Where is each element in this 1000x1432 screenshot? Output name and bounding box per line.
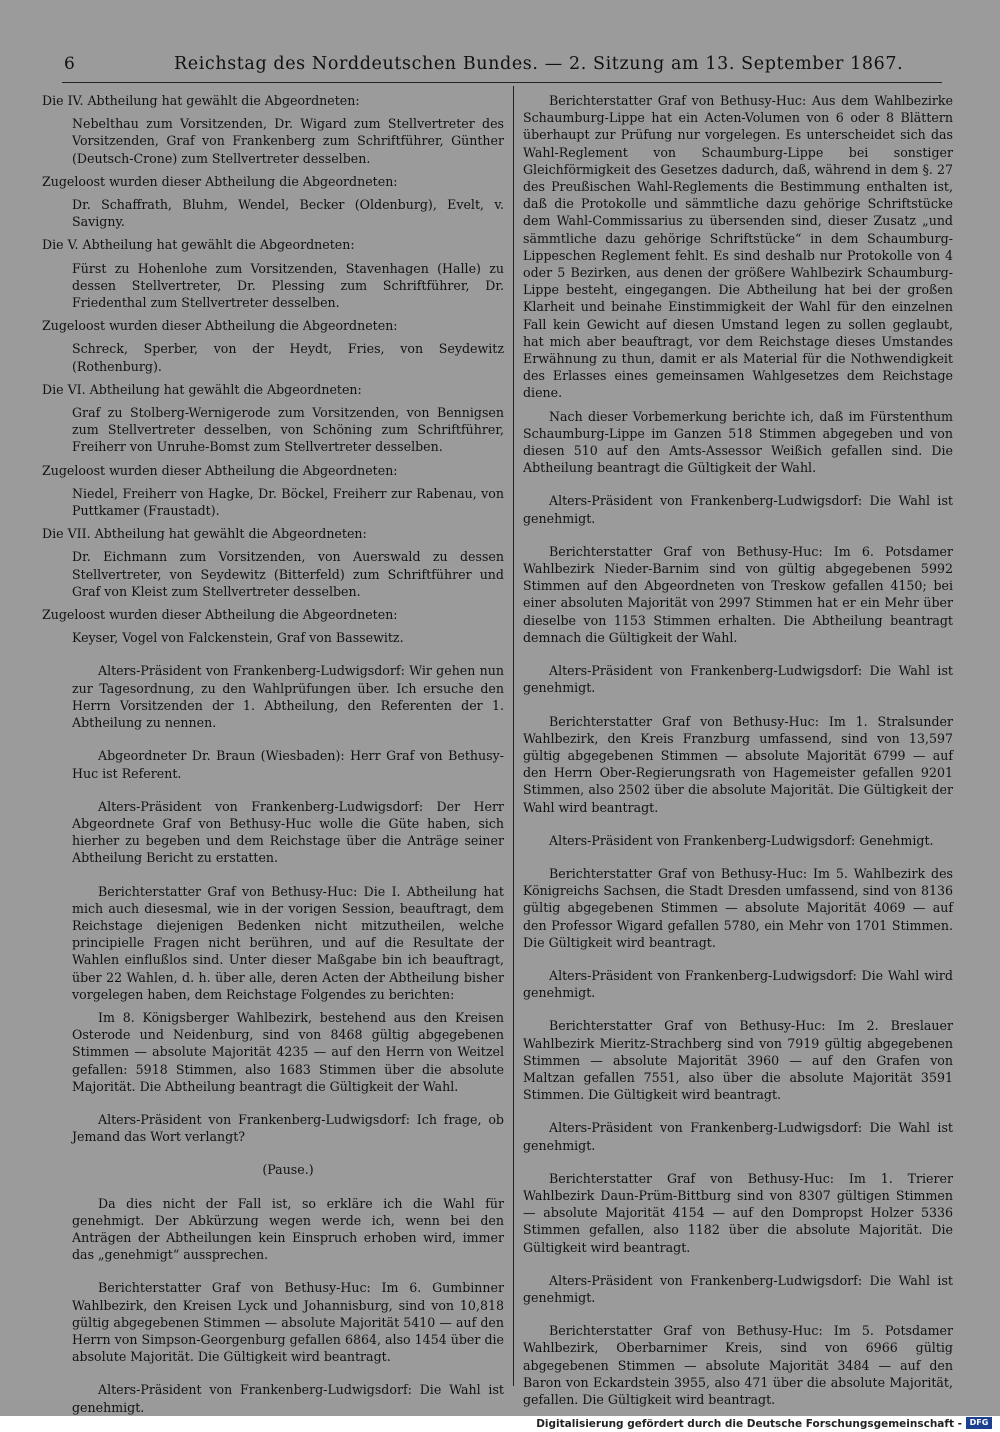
paragraph: Keyser, Vogel von Falckenstein, Graf von Bassewitz. [72,630,404,646]
column-divider [513,86,514,1386]
footer-credit: Digitalisierung gefördert durch die Deutsche Forschungsgemeinschaft - [536,1418,962,1430]
paragraph: Zugeloost wurden dieser Abtheilung die Abgeordneten: [42,462,398,478]
paragraph: Zugeloost wurden dieser Abtheilung die Abgeordneten: [42,318,398,334]
speech-paragraph: Alters-Präsident von Frankenberg-Ludwigsdorf: Die Wahl ist genehmigt. [523,1272,953,1305]
speech-paragraph: Im 8. Königsberger Wahlbezirk, bestehend aus den Kreisen Osterode und Neidenburg, sind von 8468 gültig abgegebenen Stimmen — absolute Majorität 4235 — auf den Herrn von Weitzel gefallen: 5918 Stimmen, also 1683 Stimmen über die absolute Majorität. Die Abtheilung beantragt die Gültigkeit der Wahl. [72,1009,504,1094]
speech-paragraph: Berichterstatter Graf von Bethusy-Huc: Aus dem Wahlbezirke Schaumburg-Lippe hat ein Acten-Volumen von 6 oder 8 Blättern überhaupt zur Prüfung nur vorgelegen. Es unterscheidet sich das Wahl-Reglement von Schaumburg-Lippe bei sonstiger Gleichförmigkeit des Gesetzes dadurch, daß, während in dem §. 27 des Preußischen Wahl-Reglements die Bestimmung enthalten ist, daß die Protokolle und sämmtliche dazu gehörige Schriftstücke dem Wahl-Commissarius zu übersenden sind, dieser Zusatz „und sämmtliche dazu gehörige Schriftstücke“ in dem Schaumburg-Lippeschen Reglement fehlt. Es sind deshalb nur Protokolle von 4 oder 5 Bezirken, aus denen der größere Wahlbezirk Schaumburg-Lippe besteht, eingegangen. Die Abtheilung hat bei der großen Klarheit und beinahe Einstimmigkeit der Wahl für den einzelnen Fall kein Gewicht auf diesen Umstand legen zu sollen geglaubt, hat mich aber beauftragt, vor dem Reichstage dieses Umstandes Erwähnung zu thun, damit er als Material für die Nothwendigkeit des Erlasses eines gemeinsamen Wahlgesetzes dem Reichstage diene. [523,93,953,401]
speech-paragraph: Alters-Präsident von Frankenberg-Ludwigsdorf: Die Wahl wird genehmigt. [523,967,953,1001]
paragraph: Graf zu Stolberg-Wernigerode zum Vorsitzenden, von Bennigsen zum Stellvertreter desselben, von Schöning zum Schriftführer, Freiherr von Unruhe-Bomst zum Stellvertreter desselben. [72,405,504,455]
speech-paragraph: Berichterstatter Graf von Bethusy-Huc: Im 6. Gumbinner Wahlbezirk, den Kreisen Lyck und Johannisburg, sind von 10,818 gültig abgegebenen Stimmen — absolute Majorität 5410 — auf den Herrn von Simpson-Georgenburg gefallen 6864, also 1454 über die absolute Majorität. Die Gültigkeit wird beantragt. [72,1280,504,1365]
speech-paragraph: Alters-Präsident von Frankenberg-Ludwigsdorf: Genehmigt. [549,832,934,848]
paragraph: Zugeloost wurden dieser Abtheilung die Abgeordneten: [42,173,398,189]
speech-paragraph: Berichterstatter Graf von Bethusy-Huc: Im 5. Wahlbezirk des Königreichs Sachsen, die Stadt Dresden umfassend, sind von 8136 gültig abgegebenen Stimmen — absolute Majorität 4069 — auf den Professor Wigard gefallen 5780, ein Mehr von 1701 Stimmen. Die Gültigkeit wird beantragt. [523,865,953,950]
speech-paragraph: Alters-Präsident von Frankenberg-Ludwigsdorf: Die Wahl ist genehmigt. [523,663,953,696]
speech-paragraph: Nach dieser Vorbemerkung berichte ich, daß im Fürstenthum Schaumburg-Lippe im Ganzen 518 Stimmen abgegeben und von diesen 510 auf den Amts-Assessor Weißich gefallen sind. Die Abtheilung beantragt die Gültigkeit der Wahl. [523,408,953,476]
speech-paragraph: Abgeordneter Dr. Braun (Wiesbaden): Herr Graf von Bethusy-Huc ist Referent. [72,748,504,781]
speech-paragraph: Berichterstatter Graf von Bethusy-Huc: Im 6. Potsdamer Wahlbezirk Nieder-Barnim sind von gültig abgegebenen 5992 Stimmen auf den Abgeordneten von Treskow gefallen 4150; bei einer absoluten Majorität von 2997 Stimmen hat er ein Mehr über dieselbe von 1153 Stimmen erhalten. Die Abtheilung beantragt demnach die Gültigkeit der Wahl. [523,543,953,645]
paragraph: Die V. Abtheilung hat gewählt die Abgeordneten: [42,237,355,253]
paragraph: Fürst zu Hohenlohe zum Vorsitzenden, Stavenhagen (Halle) zu dessen Stellvertreter, Dr. Plessing zum Schriftführer, Dr. Friedenthal zum Stellvertreter desselben. [72,260,504,311]
speech-paragraph: Alters-Präsident von Frankenberg-Ludwigsdorf: Der Herr Abgeordnete Graf von Bethusy-Huc wolle die Güte haben, sich hierher zu begeben und dem Reichstage über die Anträge seiner Abtheilung Bericht zu erstatten. [72,798,504,866]
pause-note: (Pause.) [262,1162,314,1178]
paragraph: Nebelthau zum Vorsitzenden, Dr. Wigard zum Stellvertreter des Vorsitzenden, Graf von Frankenberg zum Schriftführer, Günther (Deutsch-Crone) zum Stellvertreter desselben. [72,116,504,166]
speech-paragraph: Alters-Präsident von Frankenberg-Ludwigsdorf: Die Wahl ist genehmigt. [72,1382,504,1415]
paragraph: Dr. Eichmann zum Vorsitzenden, von Auerswald zu dessen Stellvertreter, von Seydewitz (Bitterfeld) zum Schriftführer und Graf von Kleist zum Stellvertreter desselben. [72,549,504,599]
paragraph: Die VII. Abtheilung hat gewählt die Abgeordneten: [42,526,367,542]
running-title: Reichstag des Norddeutschen Bundes. — 2. Sitzung am 13. September 1867. [174,54,904,74]
speech-paragraph: Berichterstatter Graf von Bethusy-Huc: Im 1. Trierer Wahlbezirk Daun-Prüm-Bittburg sind von 8307 gültigen Stimmen — absolute Majorität 4154 — auf den Dompropst Holzer 5336 Stimmen gefallen, also 1182 über die absolute Majorität. Die Gültigkeit wird beantragt. [523,1170,953,1255]
speech-paragraph: Alters-Präsident von Frankenberg-Ludwigsdorf: Ich frage, ob Jemand das Wort verlangt? [72,1111,504,1145]
left-column [42,92,504,1422]
speech-paragraph: Berichterstatter Graf von Bethusy-Huc: Die I. Abtheilung hat mich auch diesesmal, wie in der vorigen Session, beauftragt, dem Reichstage diejenigen Bedenken nicht mitzutheilen, welche principielle Fragen nicht berühren, und auf die Resultate der Wahlen einflußlos sind. Unter dieser Maßgabe bin ich beauftragt, über 22 Wahlen, d. h. über alle, deren Acten der Abtheilung bisher vorgelegen haben, dem Reichstage Folgendes zu berichten: [72,883,504,1002]
speech-paragraph: Berichterstatter Graf von Bethusy-Huc: Im 1. Stralsunder Wahlbezirk, den Kreis Franzburg umfassend, sind von 13,597 gültig abgegebenen Stimmen — absolute Majorität 6799 — auf den Herrn Ober-Regierungsrath von Hagemeister gefallen 9201 Stimmen, also 2502 über die absolute Majorität. Die Gültigkeit der Wahl wird beantragt. [523,713,953,815]
speech-paragraph: Da dies nicht der Fall ist, so erkläre ich die Wahl für genehmigt. Der Abkürzung wegen werde ich, wenn bei den Anträgen der Abtheilungen kein Einspruch erhoben wird, immer das „genehmigt“ aussprechen. [72,1195,504,1263]
speech-paragraph: Berichterstatter Graf von Bethusy-Huc: Im 2. Breslauer Wahlbezirk Mieritz-Strachberg sind von 7919 gültig abgegebenen Stimmen — absolute Majorität 3960 — auf den Grafen von Maltzan gefallen 7551, also über die absolute Majorität 3591 Stimmen. Die Gültigkeit wird beantragt. [523,1018,953,1103]
speech-paragraph: Alters-Präsident von Frankenberg-Ludwigsdorf: Die Wahl ist genehmigt. [523,1120,953,1153]
page-header [64,54,944,82]
speech-paragraph: Berichterstatter Graf von Bethusy-Huc: Im 5. Potsdamer Wahlbezirk, Oberbarnimer Kreis, sind von 6966 gültig abgegebenen Stimmen — absolute Majorität 3484 — auf den Baron von Eckardstein 3955, also 471 über die absolute Majorität, gefallen. Die Gültigkeit wird beantragt. [523,1323,953,1407]
paragraph: Niedel, Freiherr von Hagke, Dr. Böckel, Freiherr zur Rabenau, von Puttkamer (Fraustadt). [72,485,504,519]
paragraph: Die VI. Abtheilung hat gewählt die Abgeordneten: [42,381,362,397]
page-number: 6 [64,54,75,74]
paragraph: Die IV. Abtheilung hat gewählt die Abgeordneten: [42,93,360,108]
header-rule [62,82,942,83]
right-column [523,92,953,1414]
paragraph: Dr. Schaffrath, Bluhm, Wendel, Becker (Oldenburg), Evelt, v. Savigny. [72,197,504,230]
paragraph: Schreck, Sperber, von der Heydt, Fries, von Seydewitz (Rothenburg). [72,341,504,374]
speech-paragraph: Alters-Präsident von Frankenberg-Ludwigsdorf: Wir gehen nun zur Tagesordnung, zu den Wahlprüfungen über. Ich ersuche den Herrn Vorsitzenden der 1. Abtheilung, den Referenten der 1. Abtheilung zu nennen. [72,663,504,731]
dfg-logo: DFG [966,1417,992,1429]
speech-paragraph: Alters-Präsident von Frankenberg-Ludwigsdorf: Die Wahl ist genehmigt. [523,493,953,526]
paragraph: Zugeloost wurden dieser Abtheilung die Abgeordneten: [42,607,398,623]
